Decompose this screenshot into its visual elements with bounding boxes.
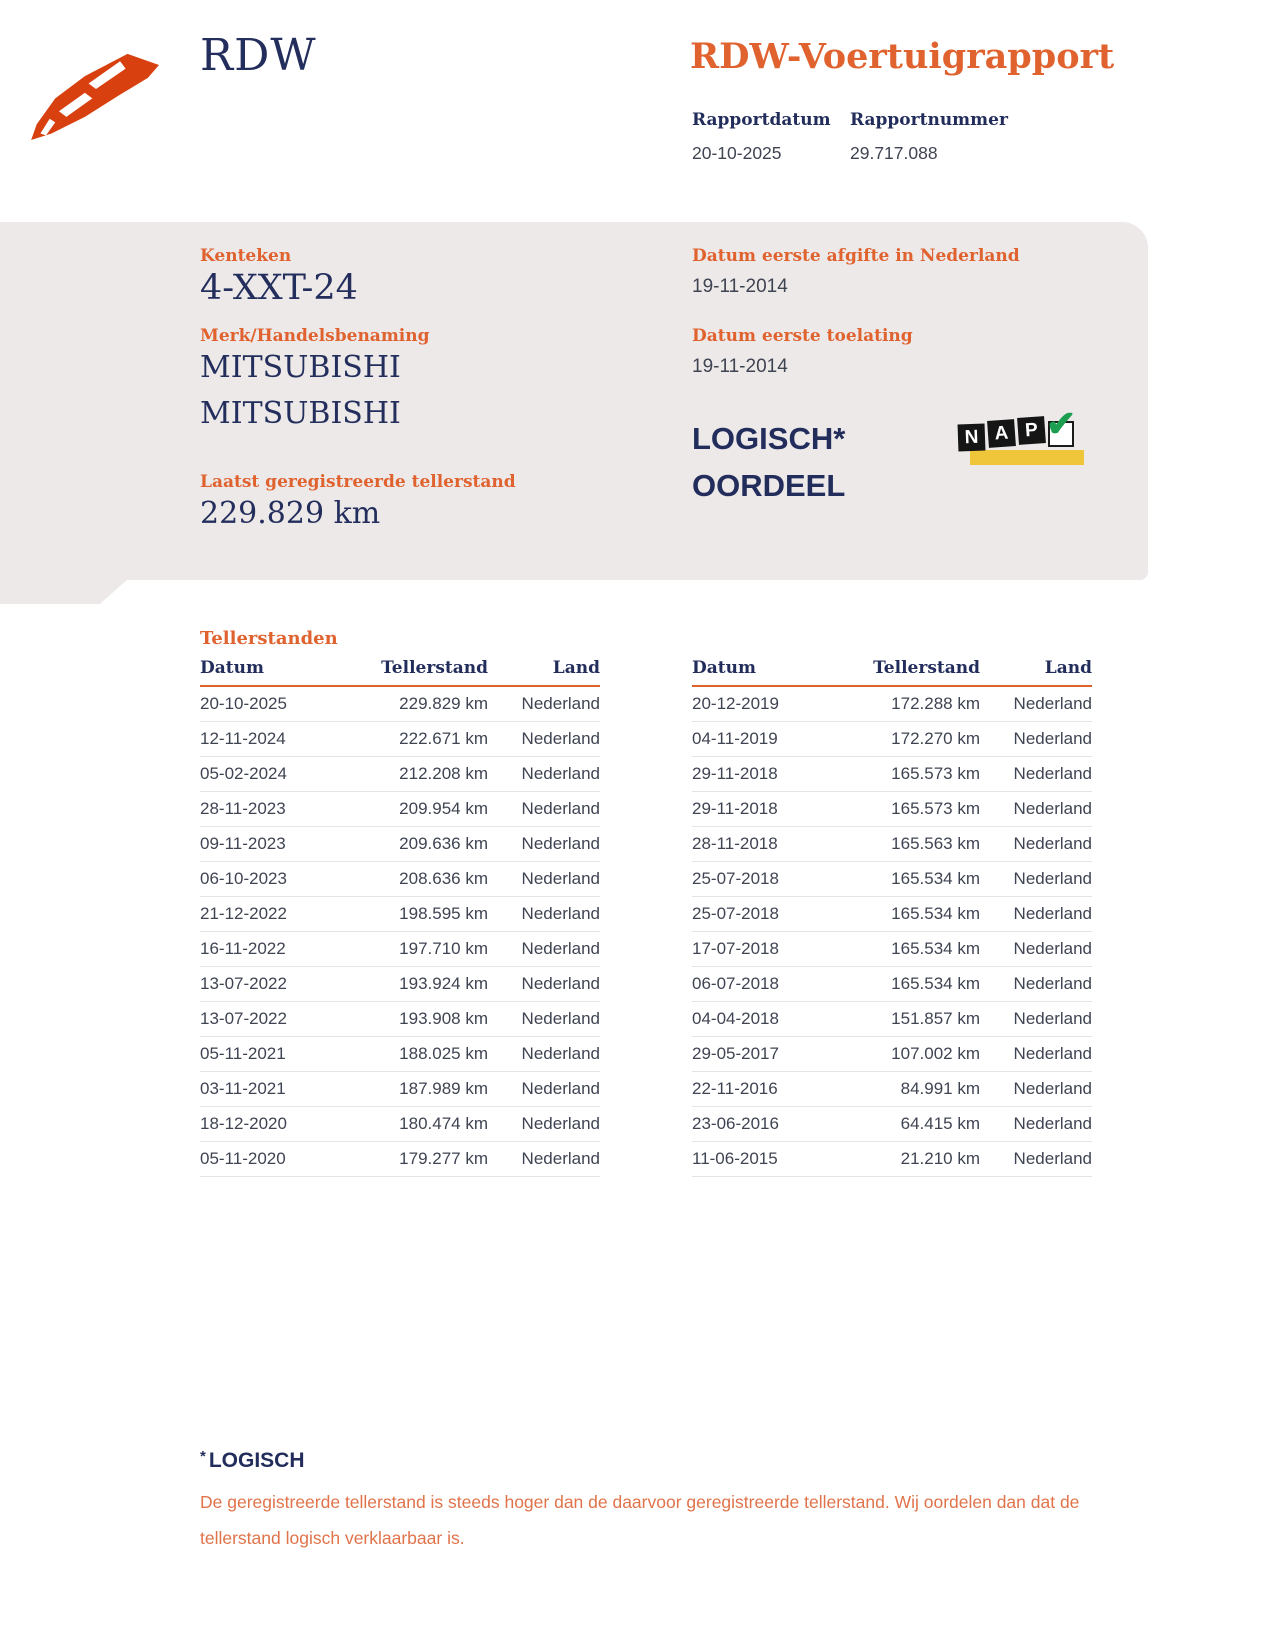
- cell-datum: 23-06-2016: [692, 1114, 779, 1133]
- table-row: [692, 1142, 1092, 1177]
- cell-datum: 06-07-2018: [692, 974, 779, 993]
- cell-datum: 29-11-2018: [692, 799, 778, 818]
- table-header: [200, 658, 600, 687]
- cell-land: Nederland: [1013, 1009, 1092, 1028]
- rdw-logo-icon: [26, 52, 166, 140]
- cell-datum: 13-07-2022: [200, 974, 287, 993]
- cell-datum: 05-11-2020: [200, 1149, 286, 1168]
- cell-land: Nederland: [1013, 799, 1092, 818]
- table-row: [200, 687, 600, 722]
- tellerstanden-table-left: [200, 658, 600, 1177]
- table-row: [200, 1002, 600, 1037]
- cell-land: Nederland: [521, 694, 600, 713]
- cell-tellerstand: 212.208 km: [399, 764, 488, 783]
- table-row: [200, 1037, 600, 1072]
- cell-land: Nederland: [1013, 729, 1092, 748]
- cell-datum: 16-11-2022: [200, 939, 286, 958]
- laatste-tellerstand-value: 229.829 km: [200, 496, 381, 531]
- table-row: [200, 932, 600, 967]
- cell-datum: 12-11-2024: [200, 729, 286, 748]
- cell-datum: 09-11-2023: [200, 834, 286, 853]
- cell-datum: 03-11-2021: [200, 1079, 286, 1098]
- kenteken-label: Kenteken: [200, 246, 292, 266]
- afgifte-label: Datum eerste afgifte in Nederland: [692, 246, 1020, 266]
- report-date-label: Rapportdatum: [692, 110, 831, 130]
- cell-tellerstand: 193.924 km: [399, 974, 488, 993]
- kenteken-value: 4-XXT-24: [200, 268, 358, 308]
- column-header-tellerstand: Tellerstand: [381, 658, 488, 678]
- report-number-label: Rapportnummer: [850, 110, 1008, 130]
- cell-datum: 20-10-2025: [200, 694, 287, 713]
- cell-tellerstand: 209.954 km: [399, 799, 488, 818]
- report-number-value: 29.717.088: [850, 143, 938, 163]
- cell-land: Nederland: [1013, 1079, 1092, 1098]
- merk-label: Merk/Handelsbenaming: [200, 326, 430, 346]
- cell-tellerstand: 84.991 km: [900, 1079, 980, 1098]
- cell-land: Nederland: [521, 939, 600, 958]
- cell-datum: 04-11-2019: [692, 729, 778, 748]
- cell-tellerstand: 208.636 km: [399, 869, 488, 888]
- toelating-label: Datum eerste toelating: [692, 326, 913, 346]
- cell-land: Nederland: [1013, 1044, 1092, 1063]
- table-row: [692, 1037, 1092, 1072]
- cell-land: Nederland: [521, 1149, 600, 1168]
- cell-tellerstand: 165.534 km: [891, 869, 980, 888]
- cell-datum: 25-07-2018: [692, 869, 779, 888]
- oordeel-line2: OORDEEL: [692, 468, 846, 503]
- table-row: [692, 757, 1092, 792]
- cell-tellerstand: 151.857 km: [891, 1009, 980, 1028]
- table-row: [692, 827, 1092, 862]
- cell-tellerstand: 165.563 km: [891, 834, 980, 853]
- cell-tellerstand: 222.671 km: [399, 729, 488, 748]
- cell-land: Nederland: [521, 1079, 600, 1098]
- footnote-asterisk: *: [200, 1448, 206, 1465]
- cell-datum: 04-04-2018: [692, 1009, 779, 1028]
- table-row: [200, 792, 600, 827]
- cell-datum: 18-12-2020: [200, 1114, 287, 1133]
- cell-tellerstand: 172.288 km: [891, 694, 980, 713]
- cell-land: Nederland: [1013, 869, 1092, 888]
- rdw-wordmark: RDW: [200, 30, 317, 81]
- table-row: [692, 862, 1092, 897]
- cell-land: Nederland: [1013, 939, 1092, 958]
- cell-tellerstand: 21.210 km: [900, 1149, 980, 1168]
- tellerstanden-table-right: [692, 658, 1092, 1177]
- table-row: [692, 792, 1092, 827]
- cell-datum: 29-05-2017: [692, 1044, 779, 1063]
- cell-tellerstand: 209.636 km: [399, 834, 488, 853]
- column-header-datum: Datum: [692, 658, 756, 678]
- merk-value: MITSUBISHI: [200, 350, 401, 385]
- footnote-title-text: LOGISCH: [208, 1449, 305, 1472]
- cell-tellerstand: 187.989 km: [399, 1079, 488, 1098]
- cell-tellerstand: 165.534 km: [891, 904, 980, 923]
- cell-tellerstand: 165.534 km: [891, 939, 980, 958]
- nap-logo: [958, 403, 1088, 470]
- cell-land: Nederland: [521, 1114, 600, 1133]
- table-row: [200, 722, 600, 757]
- cell-land: Nederland: [521, 764, 600, 783]
- cell-land: Nederland: [1013, 1149, 1092, 1168]
- summary-box: [0, 222, 1148, 580]
- nap-yellow-bar: [970, 450, 1084, 465]
- cell-datum: 22-11-2016: [692, 1079, 778, 1098]
- cell-datum: 25-07-2018: [692, 904, 779, 923]
- table-row: [692, 932, 1092, 967]
- cell-tellerstand: 165.573 km: [891, 799, 980, 818]
- cell-datum: 29-11-2018: [692, 764, 778, 783]
- table-row: [200, 757, 600, 792]
- cell-land: Nederland: [1013, 694, 1092, 713]
- cell-tellerstand: 193.908 km: [399, 1009, 488, 1028]
- cell-tellerstand: 179.277 km: [399, 1149, 488, 1168]
- nap-check-icon: ✔: [1046, 403, 1077, 444]
- toelating-value: 19-11-2014: [692, 356, 788, 377]
- cell-land: Nederland: [1013, 904, 1092, 923]
- nap-letter-p: P: [1017, 416, 1046, 445]
- table-row: [692, 722, 1092, 757]
- table-header: [692, 658, 1092, 687]
- table-row: [692, 1107, 1092, 1142]
- nap-letter-n: N: [958, 424, 986, 452]
- cell-land: Nederland: [521, 1009, 600, 1028]
- column-header-land: Land: [1044, 658, 1092, 678]
- cell-land: Nederland: [1013, 974, 1092, 993]
- cell-land: Nederland: [1013, 834, 1092, 853]
- cell-datum: 17-07-2018: [692, 939, 779, 958]
- oordeel-line1: LOGISCH*: [692, 421, 846, 456]
- table-row: [692, 1072, 1092, 1107]
- cell-datum: 21-12-2022: [200, 904, 287, 923]
- table-row: [200, 967, 600, 1002]
- cell-tellerstand: 165.573 km: [891, 764, 980, 783]
- nap-letter-a: A: [987, 419, 1016, 448]
- column-header-datum: Datum: [200, 658, 264, 678]
- cell-datum: 06-10-2023: [200, 869, 287, 888]
- tellerstanden-title: Tellerstanden: [200, 628, 338, 649]
- cell-datum: 28-11-2023: [200, 799, 286, 818]
- cell-land: Nederland: [521, 974, 600, 993]
- footnote-title: [200, 1448, 305, 1473]
- cell-datum: 20-12-2019: [692, 694, 779, 713]
- cell-datum: 05-02-2024: [200, 764, 287, 783]
- cell-tellerstand: 198.595 km: [399, 904, 488, 923]
- cell-land: Nederland: [1013, 1114, 1092, 1133]
- table-row: [200, 862, 600, 897]
- table-row: [200, 827, 600, 862]
- cell-tellerstand: 188.025 km: [399, 1044, 488, 1063]
- cell-tellerstand: 107.002 km: [891, 1044, 980, 1063]
- cell-tellerstand: 64.415 km: [900, 1114, 980, 1133]
- cell-land: Nederland: [521, 1044, 600, 1063]
- table-row: [200, 1072, 600, 1107]
- handelsbenaming-value: MITSUBISHI: [200, 396, 401, 431]
- table-row: [200, 1107, 600, 1142]
- laatste-tellerstand-label: Laatst geregistreerde tellerstand: [200, 472, 516, 492]
- cell-land: Nederland: [521, 729, 600, 748]
- cell-land: Nederland: [1013, 764, 1092, 783]
- table-row: [692, 897, 1092, 932]
- cell-tellerstand: 180.474 km: [399, 1114, 488, 1133]
- column-header-tellerstand: Tellerstand: [873, 658, 980, 678]
- oordeel-text: [692, 415, 845, 509]
- summary-box-tab: [0, 579, 128, 604]
- footnote-text: De geregistreerde tellerstand is steeds hoger dan de daarvoor geregistreerde tellerstand. Wij oordelen dan dat de tellerstand logisch verklaarbaar is.: [200, 1492, 1080, 1548]
- cell-datum: 11-06-2015: [692, 1149, 778, 1168]
- cell-land: Nederland: [521, 904, 600, 923]
- column-header-land: Land: [552, 658, 600, 678]
- table-row: [692, 687, 1092, 722]
- cell-datum: 05-11-2021: [200, 1044, 286, 1063]
- cell-datum: 13-07-2022: [200, 1009, 287, 1028]
- cell-datum: 28-11-2018: [692, 834, 778, 853]
- page-title: RDW-Voertuigrapport: [690, 36, 1115, 77]
- table-row: [692, 1002, 1092, 1037]
- cell-land: Nederland: [521, 869, 600, 888]
- cell-land: Nederland: [521, 834, 600, 853]
- cell-tellerstand: 229.829 km: [399, 694, 488, 713]
- cell-tellerstand: 172.270 km: [891, 729, 980, 748]
- afgifte-value: 19-11-2014: [692, 276, 788, 297]
- report-date-value: 20-10-2025: [692, 143, 782, 163]
- table-row: [692, 967, 1092, 1002]
- cell-land: Nederland: [521, 799, 600, 818]
- table-row: [200, 897, 600, 932]
- cell-tellerstand: 165.534 km: [891, 974, 980, 993]
- table-row: [200, 1142, 600, 1177]
- cell-tellerstand: 197.710 km: [399, 939, 488, 958]
